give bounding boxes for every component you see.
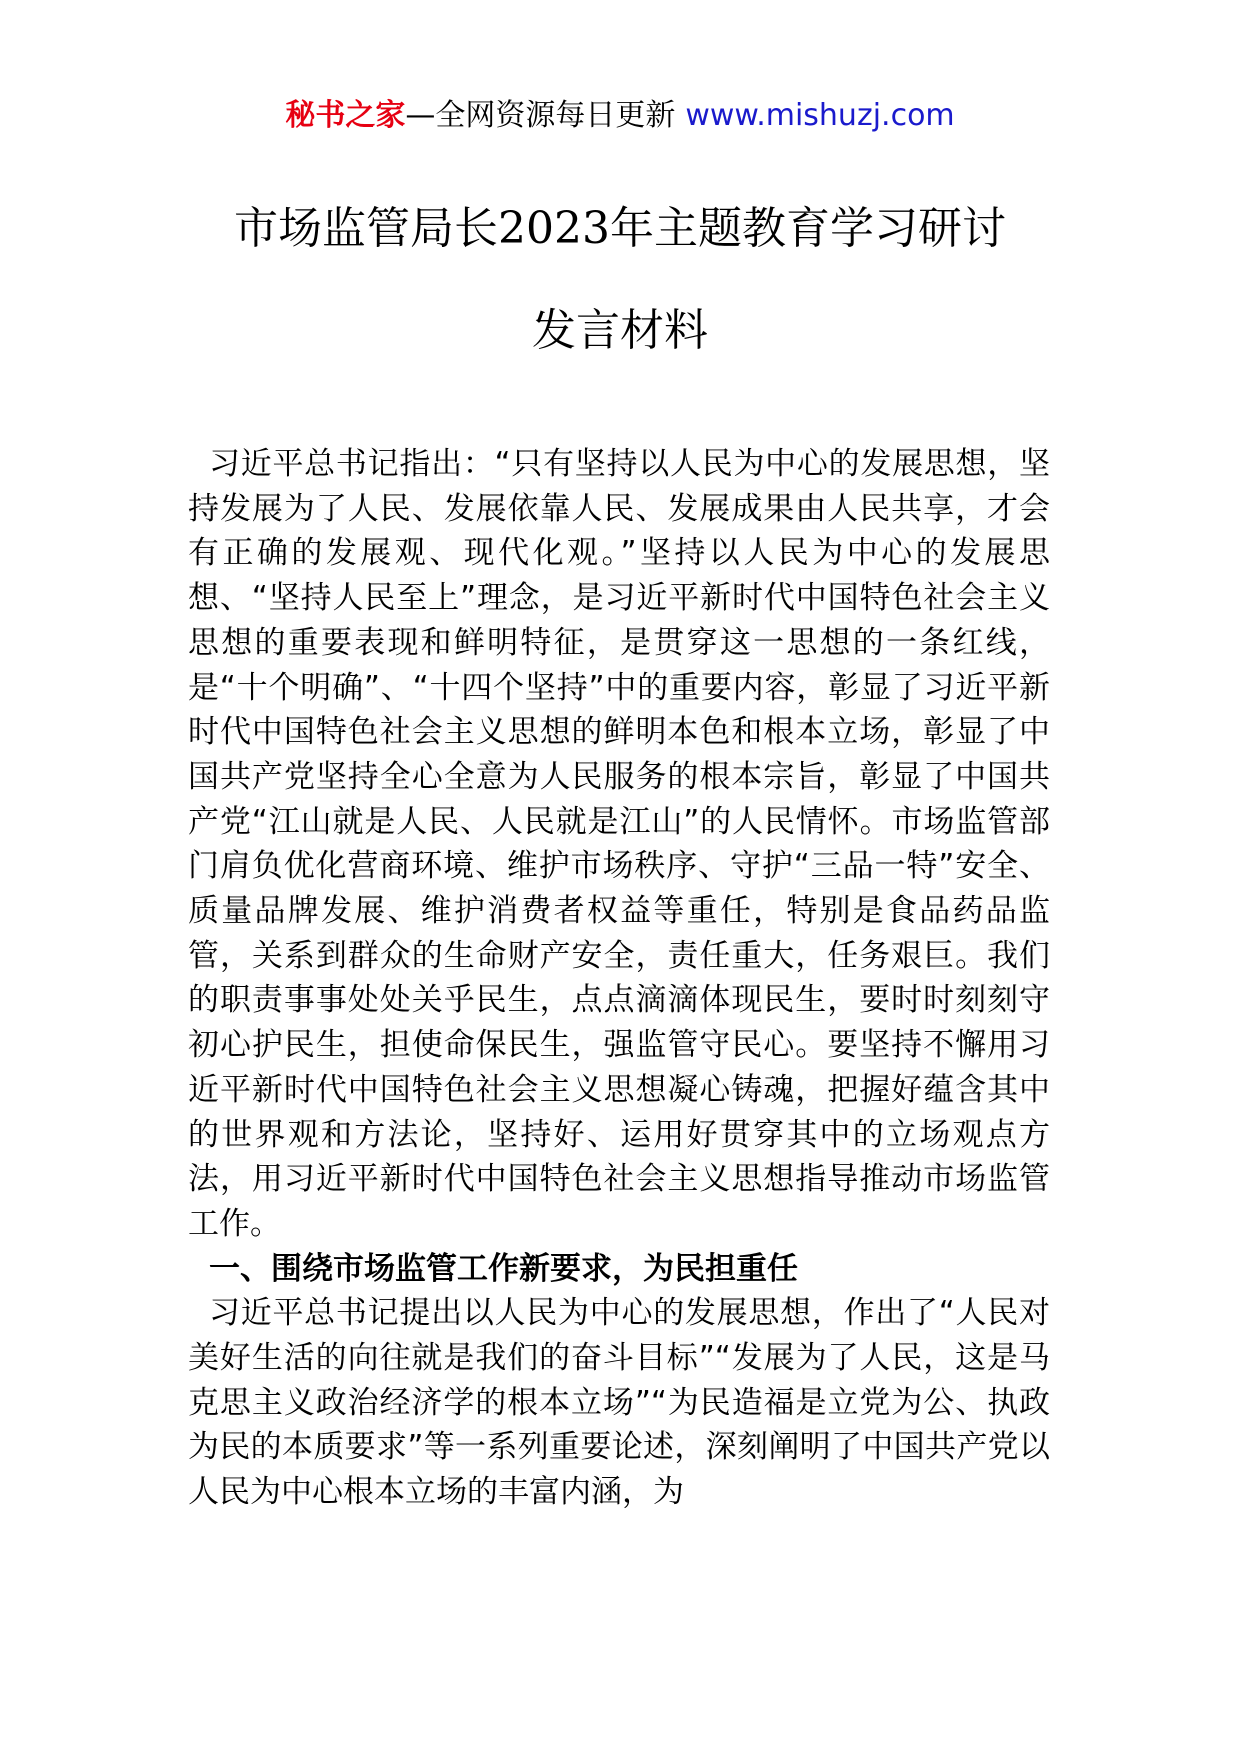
body-paragraph-1: 习近平总书记指出：“只有坚持以人民为中心的发展思想，坚持发展为了人民、发展依靠人民、发展成果由人民共享，才会有正确的发展观、现代化观。”坚持以人民为中心的发展思想、“坚持人民至上”理念，是习近平新时代中国特色社会主义思想的重要表现和鲜明特征，是贯穿这一思想的一条红线，是“十个明确”、“十四个坚持”中的重要内容，彰显了习近平新时代中国特色社会主义思想的鲜明本色和根本立场，彰显了中国共产党坚持全心全意为人民服务的根本宗旨，彰显了中国共产党“江山就是人民、人民就是江山”的人民情怀。市场监管部门肩负优化营商环境、维护市场秩序、守护“三品一特”安全、质量品牌发展、维护消费者权益等重任，特别是食品药品监管，关系到群众的生命财产安全，责任重大，任务艰巨。我们的职责事事处处关乎民生，点点滴滴体现民生，要时时刻刻守初心护民生，担使命保民生，强监管守民心。要坚持不懈用习近平新时代中国特色社会主义思想凝心铸魂，把握好蕴含其中的世界观和方法论，坚持好、运用好贯穿其中的立场观点方法，用习近平新时代中国特色社会主义思想指导推动市场监管工作。 <box>188 446 1050 1242</box>
body-paragraph-2: 习近平总书记提出以人民为中心的发展思想，作出了“人民对美好生活的向往就是我们的奋斗目标”“发展为了人民，这是马克思主义政治经济学的根本立场”“为民造福是立党为公、执政为民的本质要求”等一系列重要论述，深刻阐明了中国共产党以人民为中心根本立场的丰富内涵，为 <box>188 1295 1050 1511</box>
title-line-2: 发言材料 <box>532 305 708 356</box>
document-title <box>0 200 1240 360</box>
brand-name: 秘书之家 <box>285 98 406 133</box>
title-line-1: 市场监管局长2023年主题教育学习研讨 <box>234 203 1006 254</box>
section-heading-1: 一、围绕市场监管工作新要求，为民担重任 <box>209 1250 798 1287</box>
banner-tagline: —全网资源每日更新 <box>405 98 676 133</box>
site-banner <box>0 96 1240 136</box>
site-url-link[interactable]: www.mishuzj.com <box>685 98 955 133</box>
document-body <box>188 442 1050 1515</box>
